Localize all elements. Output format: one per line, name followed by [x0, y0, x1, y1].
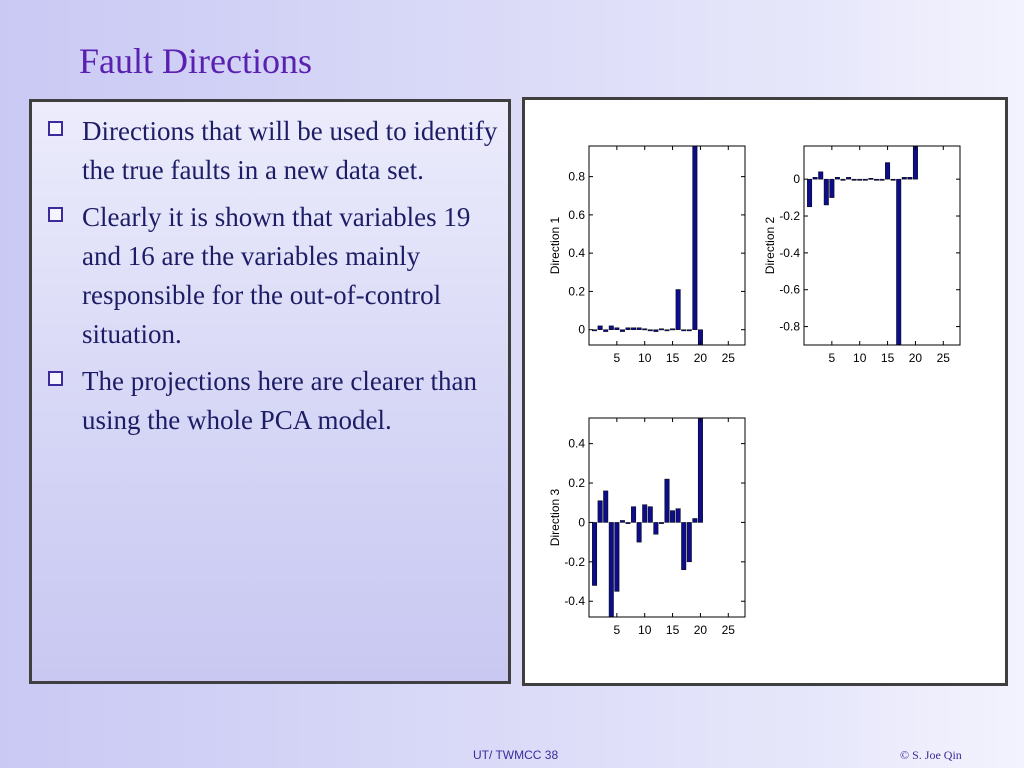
chart1-ytick-label: 0.4 — [568, 246, 585, 261]
chart2-xtick-label: 15 — [880, 351, 895, 365]
chart1-bar — [592, 330, 596, 331]
chart3-bar — [681, 522, 685, 569]
chart3-xtick-label: 25 — [721, 623, 735, 637]
chart2-ytick-label: -0.6 — [779, 282, 800, 297]
chart2-xtick-label: 5 — [828, 351, 836, 365]
chart2-ytick-label: 0 — [793, 172, 800, 187]
chart2-bar — [852, 179, 856, 180]
chart2-bar — [841, 179, 845, 180]
chart3-bar — [609, 522, 613, 617]
chart2-bar — [807, 179, 811, 207]
chart3-bar — [676, 509, 680, 523]
chart2-ylabel: Direction 2 — [763, 216, 777, 275]
chart1-xtick-label: 5 — [613, 351, 621, 365]
chart2-bar — [869, 178, 873, 179]
chart1-bar — [626, 328, 630, 330]
chart2-bar — [818, 172, 822, 179]
chart1-bar — [654, 330, 658, 332]
slide-title: Fault Directions — [79, 41, 312, 81]
chart1-bar — [648, 330, 652, 331]
chart3-ytick-label: 0.2 — [568, 476, 585, 491]
square-bullet-icon — [48, 371, 63, 386]
chart2-bar — [913, 146, 917, 179]
chart1-ytick-label: 0.2 — [568, 284, 585, 299]
chart3-bar — [693, 518, 697, 522]
chart1-bar — [693, 146, 697, 330]
bullet-item — [44, 112, 499, 190]
chart1-xtick-label: 15 — [665, 351, 680, 365]
chart1-ytick-label: 0 — [578, 322, 585, 337]
chart2-bar — [846, 177, 850, 179]
footer-copyright: © S. Joe Qin — [900, 748, 962, 762]
chart2-ytick-label: -0.8 — [779, 319, 800, 334]
chart3-ylabel: Direction 3 — [548, 488, 562, 547]
chart2-bar — [874, 179, 878, 180]
chart3-xtick-label: 20 — [693, 623, 708, 637]
chart2-bar — [896, 179, 900, 345]
chart1-bar — [670, 329, 674, 330]
chart1-bar — [637, 328, 641, 330]
chart2-bar — [902, 177, 906, 179]
chart3-ytick-label: 0 — [578, 515, 585, 530]
chart3-xtick-label: 15 — [665, 623, 680, 637]
chart3-bar — [670, 511, 674, 523]
chart3-bar — [648, 507, 652, 523]
chart2-bar — [891, 179, 895, 180]
chart2-xtick-label: 20 — [908, 351, 923, 365]
chart1-bar — [620, 330, 624, 332]
bullet-item — [44, 198, 499, 354]
chart1-bar — [681, 330, 685, 331]
chart3-bar — [654, 522, 658, 534]
chart2-bar — [830, 179, 834, 197]
text-panel — [29, 99, 511, 684]
chart3-bar — [631, 507, 635, 523]
chart2-xtick-label: 10 — [853, 351, 867, 365]
chart3-xtick-label: 10 — [638, 623, 652, 637]
chart1-bar — [665, 330, 669, 331]
chart2-bar — [824, 179, 828, 205]
bullet-text: Clearly it is shown that variables 19 and 16 are the variables mainly responsible for the out-of-control situation. — [82, 202, 471, 349]
chart2-bar — [885, 163, 889, 180]
chart2-axes-box — [804, 146, 960, 345]
bullet-item — [44, 362, 499, 440]
chart3-bar — [592, 522, 596, 585]
chart1-xtick-label: 25 — [721, 351, 735, 365]
chart2-xtick-label: 25 — [936, 351, 950, 365]
chart3-bar — [642, 505, 646, 523]
chart1-bar — [609, 326, 613, 330]
chart2-bar — [880, 179, 884, 180]
footer-course: UT/ TWMCC 38 — [473, 748, 559, 762]
chart1-bar — [676, 290, 680, 330]
chart3-xtick-label: 5 — [613, 623, 621, 637]
chart3-bar — [626, 522, 630, 523]
chart3-bar — [665, 479, 669, 522]
chart2-bar — [857, 179, 861, 180]
chart3-ytick-label: -0.2 — [564, 554, 585, 569]
chart3-bar — [637, 522, 641, 542]
charts-figure — [525, 100, 1005, 683]
square-bullet-icon — [48, 207, 63, 222]
chart1-bar — [687, 330, 691, 331]
chart1-ylabel: Direction 1 — [548, 216, 562, 275]
chart1-ytick-label: 0.8 — [568, 169, 585, 184]
chart1-xtick-label: 10 — [638, 351, 652, 365]
square-bullet-icon — [48, 121, 63, 136]
chart2-bar — [908, 177, 912, 179]
bullet-text: The projections here are clearer than using the whole PCA model. — [82, 366, 478, 435]
chart1-axes-box — [589, 146, 745, 345]
chart-panel — [522, 97, 1008, 686]
chart2-bar — [835, 177, 839, 179]
chart3-bar — [687, 522, 691, 561]
chart2-bar — [813, 177, 817, 179]
chart1-bar — [631, 328, 635, 330]
chart1-xtick-label: 20 — [693, 351, 708, 365]
chart3-bar — [659, 522, 663, 523]
chart3-bar — [698, 418, 702, 522]
chart3-bar — [620, 520, 624, 522]
chart1-bar — [603, 330, 607, 332]
chart1-bar — [598, 326, 602, 330]
chart1-bar — [615, 328, 619, 330]
chart1-bar — [659, 329, 663, 330]
chart3-ytick-label: -0.4 — [564, 594, 585, 609]
chart2-bar — [863, 179, 867, 180]
chart3-bar — [615, 522, 619, 591]
bullet-list — [44, 112, 499, 448]
bullet-text: Directions that will be used to identify the true faults in a new data set. — [82, 116, 498, 185]
chart3-bar — [603, 491, 607, 523]
chart1-bar — [642, 329, 646, 330]
chart2-ytick-label: -0.2 — [779, 209, 800, 224]
chart3-bar — [598, 501, 602, 523]
chart2-ytick-label: -0.4 — [779, 245, 800, 260]
chart3-ytick-label: 0.4 — [568, 436, 585, 451]
chart1-ytick-label: 0.6 — [568, 207, 585, 222]
